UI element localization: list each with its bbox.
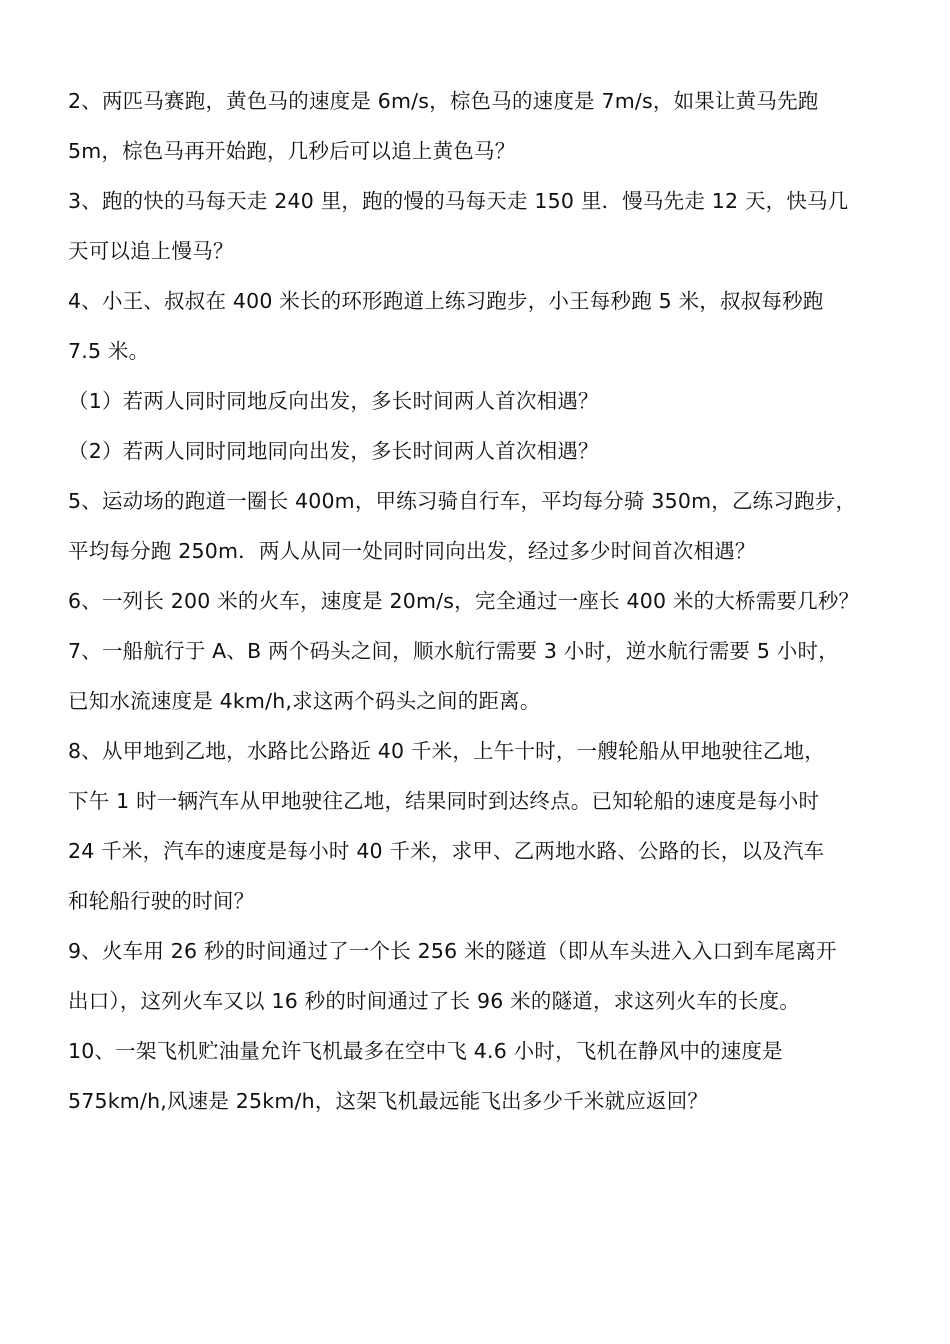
problem-10-line-2: 575km/h,风速是 25km/h，这架飞机最远能飞出多少千米就应返回？: [68, 1089, 709, 1113]
problem-2-line-1: 2、两匹马赛跑，黄色马的速度是 6m/s，棕色马的速度是 7m/s，如果让黄马先跑: [68, 89, 819, 113]
problem-2-line-2: 5m，棕色马再开始跑，几秒后可以追上黄色马？: [68, 139, 516, 163]
problem-9-line-1: 9、火车用 26 秒的时间通过了一个长 256 米的隧道（即从车头进入入口到车尾离开: [68, 939, 837, 963]
problem-9-line-2: 出口），这列火车又以 16 秒的时间通过了长 96 米的隧道，求这列火车的长度。: [68, 989, 800, 1013]
problem-8-line-1: 8、从甲地到乙地，水路比公路近 40 千米，上午十时，一艘轮船从甲地驶往乙地，: [68, 739, 825, 763]
problem-4-line-1: 4、小王、叔叔在 400 米长的环形跑道上练习跑步，小王每秒跑 5 米，叔叔每秒跑: [68, 289, 824, 313]
problem-4-part-2: （2）若两人同时同地同向出发，多长时间两人首次相遇？: [68, 439, 599, 463]
problem-8-line-4: 和轮船行驶的时间？: [68, 889, 255, 913]
problem-10-line-1: 10、一架飞机贮油量允许飞机最多在空中飞 4.6 小时，飞机在静风中的速度是: [68, 1039, 783, 1063]
problem-8-line-3: 24 千米，汽车的速度是每小时 40 千米，求甲、乙两地水路、公路的长，以及汽车: [68, 839, 825, 863]
problem-7-line-2: 已知水流速度是 4km/h,求这两个码头之间的距离。: [68, 689, 541, 713]
problem-4-part-1: （1）若两人同时同地反向出发，多长时间两人首次相遇？: [68, 389, 599, 413]
problem-3-line-1: 3、跑的快的马每天走 240 里，跑的慢的马每天走 150 里．慢马先走 12 天，快马几: [68, 189, 849, 213]
problem-3-line-2: 天可以追上慢马？: [68, 239, 234, 263]
problem-8-line-2: 下午 1 时一辆汽车从甲地驶往乙地，结果同时到达终点。已知轮船的速度是每小时: [68, 789, 820, 813]
problem-6-line-1: 6、一列长 200 米的火车，速度是 20m/s，完全通过一座长 400 米的大桥需要几秒？: [68, 589, 860, 613]
problem-7-line-1: 7、一船航行于 A、B 两个码头之间，顺水航行需要 3 小时，逆水航行需要 5 小时，: [68, 639, 839, 663]
problem-4-line-2: 7.5 米。: [68, 339, 150, 363]
problem-5-line-2: 平均每分跑 250m．两人从同一处同时同向出发，经过多少时间首次相遇？: [68, 539, 756, 563]
problem-5-line-1: 5、运动场的跑道一圈长 400m，甲练习骑自行车，平均每分骑 350m，乙练习跑步，: [68, 489, 857, 513]
